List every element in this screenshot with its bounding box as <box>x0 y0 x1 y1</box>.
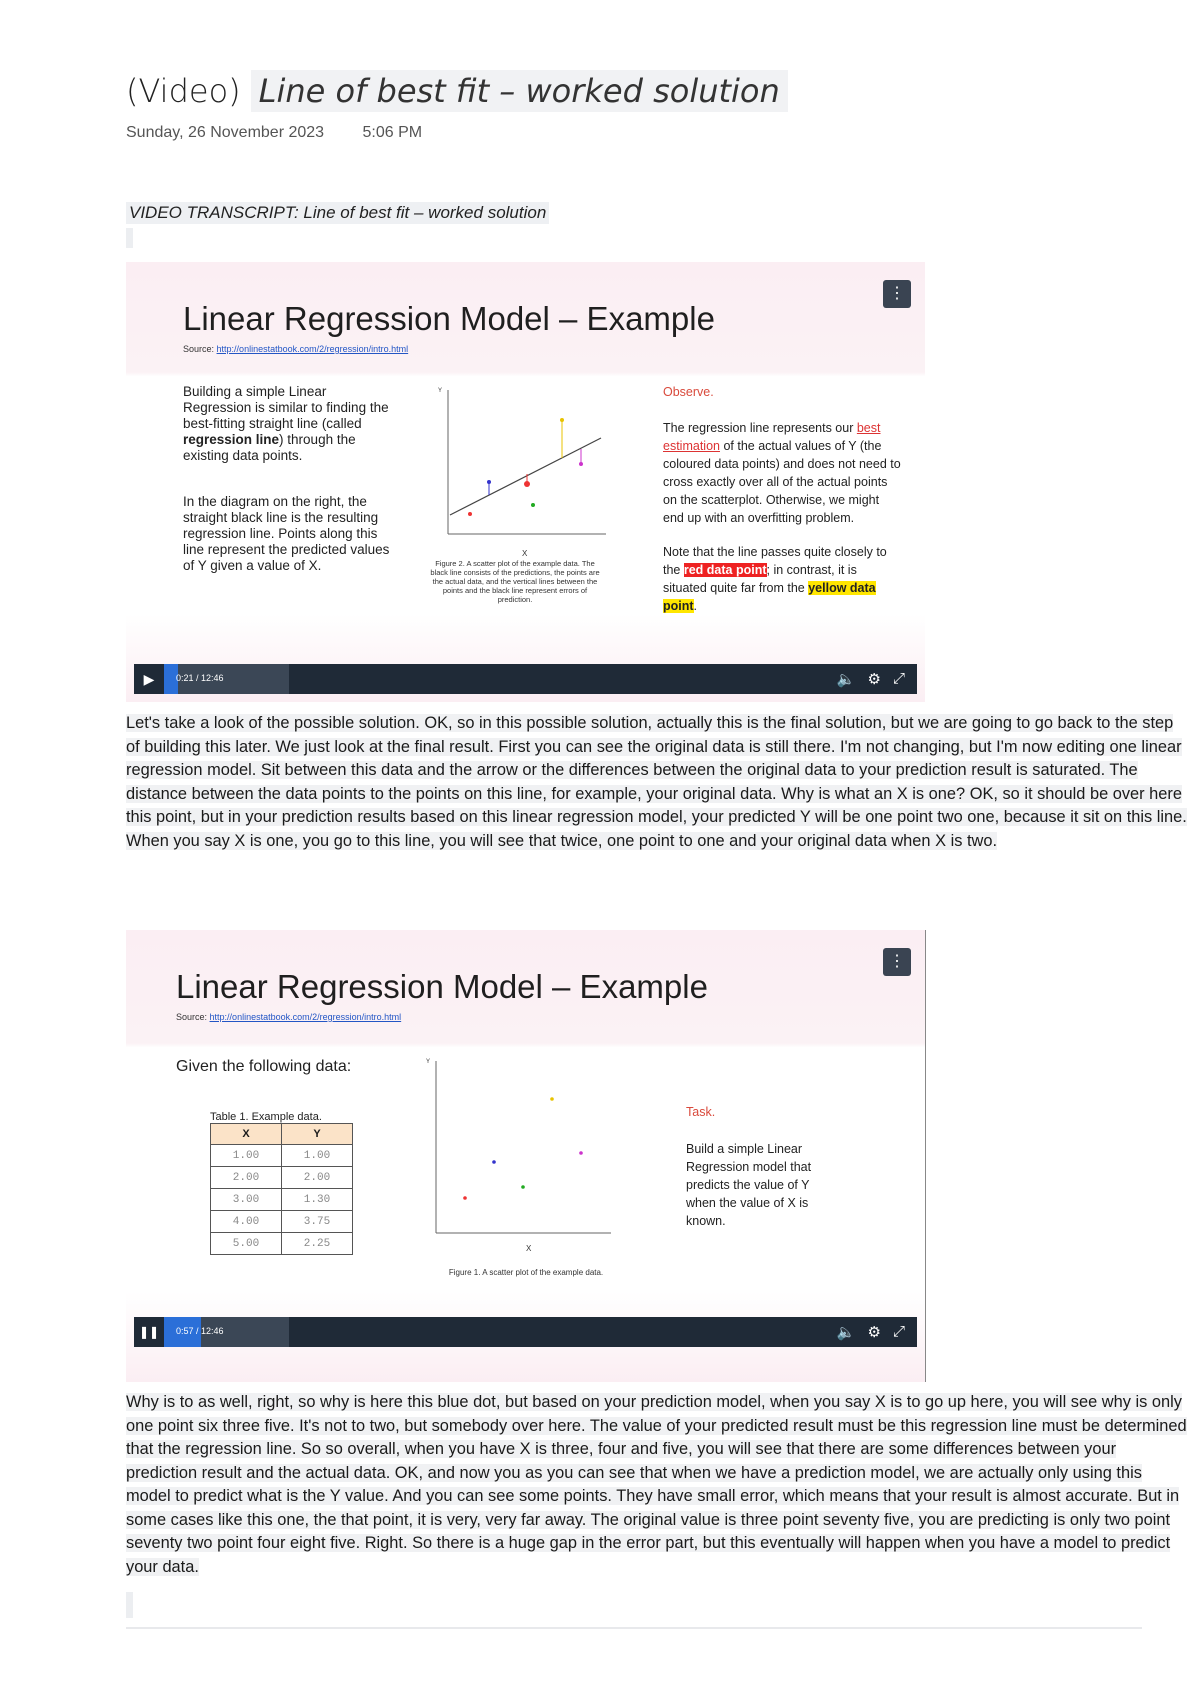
source-label: Source: <box>176 1012 208 1022</box>
data-point <box>524 481 530 487</box>
task-label: Task. <box>686 1105 716 1119</box>
page-divider <box>126 1627 1142 1629</box>
x-axis-label: X <box>526 1244 532 1253</box>
table-row: 3.00 1.30 <box>211 1189 353 1211</box>
video-controls <box>134 664 917 694</box>
progress-bar[interactable] <box>164 1317 289 1347</box>
data-point <box>579 1151 583 1155</box>
data-point <box>550 1097 554 1101</box>
data-point <box>463 1196 467 1200</box>
more-options-icon[interactable]: ⋮ <box>883 280 911 308</box>
table-row: 2.00 2.00 <box>211 1167 353 1189</box>
pause-icon[interactable]: ❚❚ <box>138 1325 160 1339</box>
data-point <box>579 462 583 466</box>
note-meta <box>126 124 456 142</box>
video-controls <box>134 1317 917 1347</box>
task-body: Build a simple Linear Regression model that predicts the value of Y when the value of X is known. <box>686 1142 812 1228</box>
slide-right-paragraph: Note that the line passes quite closely to the red data point; in contrast, it is situated quite far from the yellow data point. <box>663 545 887 613</box>
data-point <box>468 512 472 516</box>
slide-left-paragraph: In the diagram on the right, the straight black line is the resulting regression line. Points along this line represent the predicted values of Y given a value of X. <box>183 494 390 573</box>
regression-line <box>450 438 601 515</box>
data-point <box>521 1185 525 1189</box>
fullscreen-icon[interactable]: ⤢ <box>892 1323 905 1340</box>
slide-source <box>183 344 408 354</box>
volume-icon[interactable]: 🔈 <box>836 1324 856 1341</box>
source-label: Source: <box>183 344 215 354</box>
table-header: X <box>211 1124 282 1145</box>
table-caption: Table 1. Example data. <box>210 1111 322 1123</box>
given-data-label: Given the following data: <box>176 1058 352 1075</box>
observe-label: Observe. <box>663 385 714 399</box>
data-point <box>560 418 564 422</box>
fullscreen-icon[interactable]: ⤢ <box>892 670 905 687</box>
source-link[interactable]: http://onlinestatbook.com/2/regression/intro.html <box>216 344 409 354</box>
table-row: 4.00 3.75 <box>211 1211 353 1233</box>
example-scatter-plot <box>416 1053 626 1263</box>
title-prefix: (Video) <box>126 72 241 110</box>
slide-left-text <box>183 384 393 604</box>
table-row: 1.00 1.00 <box>211 1145 353 1167</box>
settings-gear-icon[interactable]: ⚙ <box>867 1324 881 1341</box>
more-options-icon[interactable]: ⋮ <box>883 948 911 976</box>
video-player-2[interactable] <box>126 930 926 1382</box>
figure-caption: Figure 1. A scatter plot of the example data. <box>448 1268 604 1277</box>
data-point <box>492 1160 496 1164</box>
time-display: 0:21 / 12:46 <box>176 673 224 683</box>
y-axis-label: Y <box>426 1059 431 1065</box>
slide-title: Linear Regression Model – Example <box>176 968 708 1005</box>
progress-bar[interactable] <box>164 664 289 694</box>
y-axis-label: Y <box>438 388 443 394</box>
slide-right-paragraph: The regression line represents our best estimation of the actual values of Y (the coloured data points) and does not need to cross exactly over all of the actual points on the scatterplot. Otherwise, we might end up with an overfitting problem. <box>663 421 901 525</box>
transcript-paragraph-1[interactable]: Let's take a look of the possible solution. OK, so in this possible solution, actually this is the final solution, but we are going to go back to the step of building this later. We just look at the final result. First you can see the original data is still there. I'm not changing, but I'm now editing one linear regression model. Sit between this data and the arrow or the differences between the original data to your prediction result is saturated. The distance between the data points to the points on this line, for example, your original data. Why is what an X is one? OK, so it should be over here this point, but in your prediction results based on this linear regression model, your predicted Y will be one point two one, because it sit on this line. When you say X is one, you go to this line, you will see that twice, one point to one and your original data when X is two. <box>126 714 1187 850</box>
settings-gear-icon[interactable]: ⚙ <box>867 671 881 688</box>
time-display: 0:57 / 12:46 <box>176 1326 224 1336</box>
note-time: 5:06 PM <box>362 124 423 141</box>
x-axis-label: X <box>522 549 528 557</box>
data-point <box>531 503 535 507</box>
note-date: Sunday, 26 November 2023 <box>126 124 325 141</box>
slide-source <box>176 1012 401 1022</box>
table-row: 5.00 2.25 <box>211 1233 353 1255</box>
transcript-heading[interactable]: VIDEO TRANSCRIPT: Line of best fit – worked solution <box>126 202 549 224</box>
regression-scatter-plot <box>426 382 636 557</box>
slide-right-text <box>663 383 903 631</box>
slide-left-paragraph: Building a simple Linear Regression is similar to finding the best-fitting straight line (called regression line) through the existing data points. <box>183 384 389 463</box>
data-point <box>487 480 491 484</box>
figure-caption: Figure 2. A scatter plot of the example data. The black line consists of the predictions, the points are the actual data, and the vertical lines between the points and the black line represent errors of prediction. <box>430 559 600 604</box>
example-data-table <box>210 1123 353 1255</box>
transcript-paragraph-2[interactable]: Why is to as well, right, so why is here this blue dot, but based on your prediction model, when you say X is to go up here, you will see why is only one point six three five. It's not to two, but somebody over here. The value of your predicted result must be this regression line must be determined that the regression line. So so overall, when you have X is three, four and five, you will see that there are some differences between your prediction result and the actual data. OK, and now you as you can see that when we have a prediction model, we are actually only using this model to predict what is the Y value. And you can see some points. They have small error, which means that your result is almost accurate. But in some cases like this one, the that point, it is very, very far away. The original value is three point seventy five, you are predicting is only two point seventy two point four eight five. Right. So there is a huge gap in the error part, but this eventually will happen when you have a model to predict your data. <box>126 1393 1187 1576</box>
play-icon[interactable]: ▶ <box>143 670 155 687</box>
volume-icon[interactable]: 🔈 <box>836 671 856 688</box>
page-title[interactable]: Line of best fit – worked solution <box>251 70 788 112</box>
video-player-1[interactable] <box>126 262 925 702</box>
source-link[interactable]: http://onlinestatbook.com/2/regression/intro.html <box>209 1012 402 1022</box>
table-header: Y <box>282 1124 353 1145</box>
note-title-row <box>126 70 788 112</box>
paragraph-gutter <box>126 228 133 248</box>
slide-title: Linear Regression Model – Example <box>183 300 715 337</box>
paragraph-gutter <box>126 1592 133 1618</box>
